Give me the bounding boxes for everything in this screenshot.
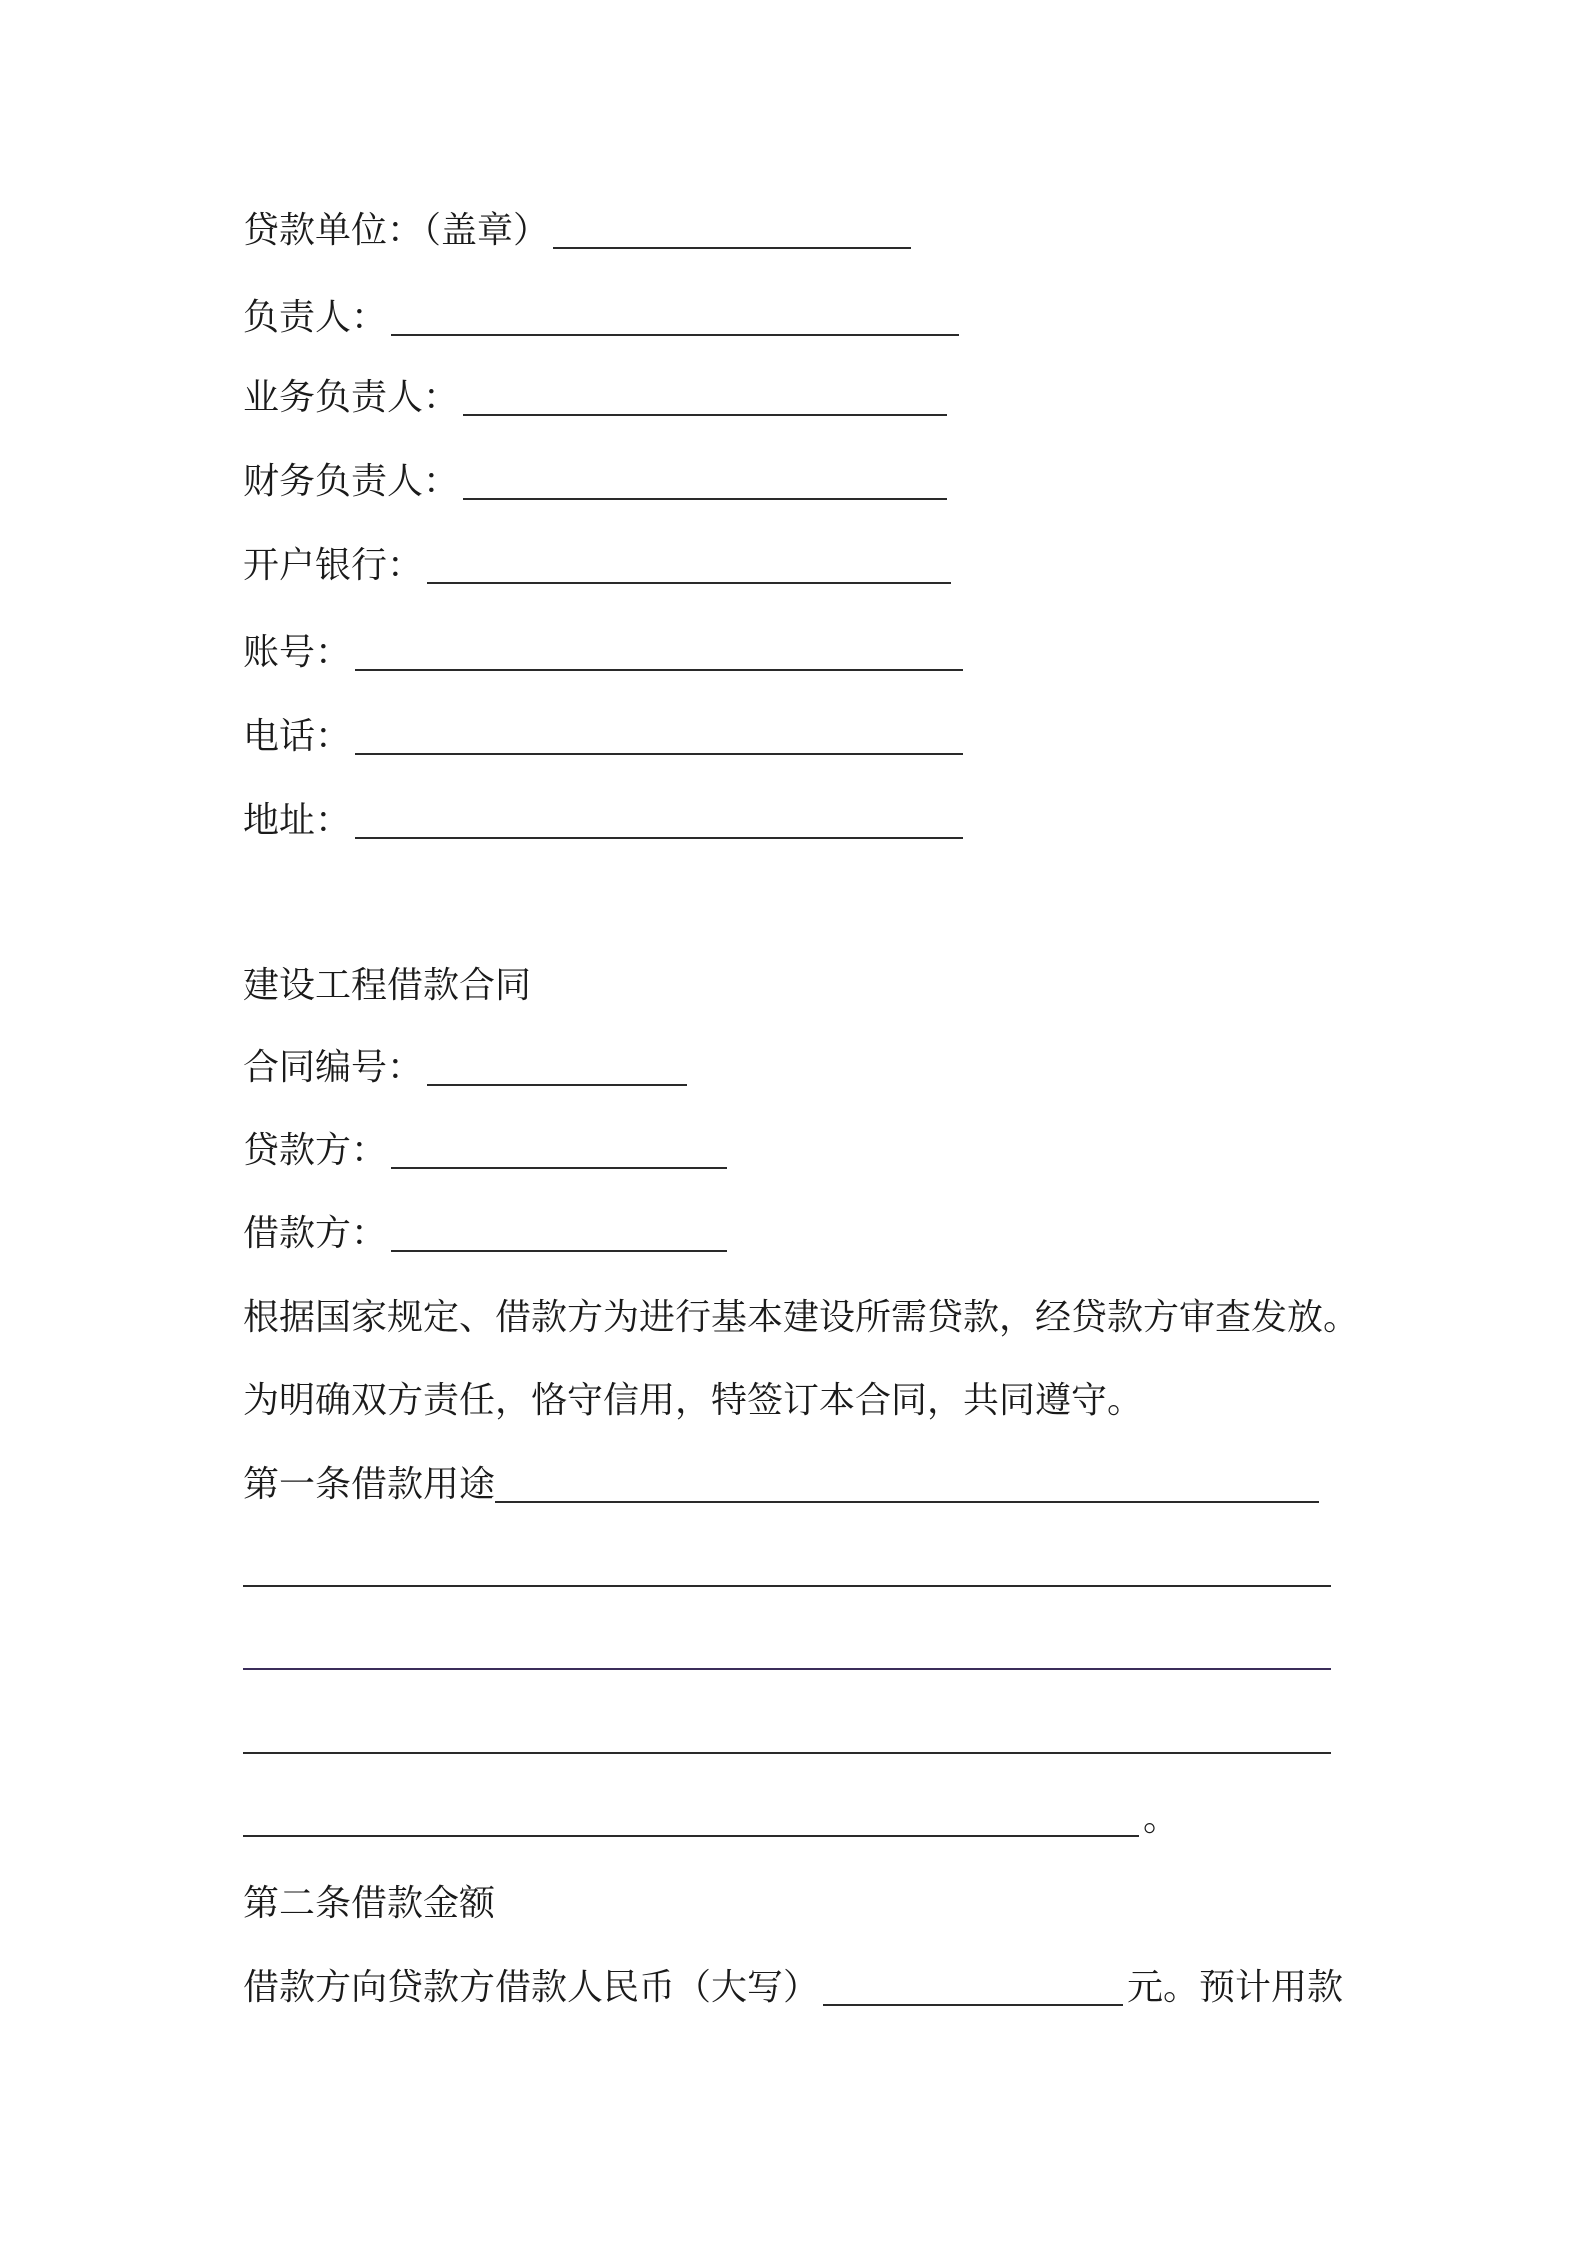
contract-title-row	[243, 958, 531, 1008]
article2-text-row	[243, 1960, 1343, 2010]
phone-blank[interactable]	[355, 719, 963, 755]
article1-blank-1[interactable]	[495, 1467, 1319, 1503]
account-row	[243, 625, 963, 675]
intro-text-2: 为明确双方责任，恪守信用，特签订本合同，共同遵守。	[243, 1380, 1144, 1421]
article1-row-3	[243, 1624, 1331, 1674]
finance-head-row	[243, 454, 947, 504]
article1-row	[243, 1457, 1319, 1507]
intro-text-1: 根据国家规定、借款方为进行基本建设所需贷款，经贷款方审查发放。	[243, 1297, 1360, 1338]
article2-text-a: 借款方向贷款方借款人民币（大写）	[243, 1967, 820, 2008]
article1-blank-2[interactable]	[243, 1551, 1331, 1587]
article2-title: 第二条借款金额	[243, 1883, 496, 1924]
phone-row	[243, 709, 963, 759]
contract-number-row	[243, 1040, 687, 1090]
business-head-blank[interactable]	[463, 380, 947, 416]
contract-title: 建设工程借款合同	[243, 965, 532, 1006]
article1-row-2	[243, 1541, 1331, 1591]
article2-text-b: 元。预计用款	[1127, 1967, 1344, 2008]
lender-unit-label: 贷款单位：（盖章）	[243, 210, 550, 251]
loan-amount-blank[interactable]	[823, 1970, 1123, 2006]
head-blank[interactable]	[391, 300, 959, 336]
bank-blank[interactable]	[427, 548, 951, 584]
finance-head-label: 财务负责人：	[243, 461, 460, 502]
account-label: 账号：	[243, 632, 352, 673]
intro-line-2	[243, 1373, 1143, 1423]
article1-row-4	[243, 1708, 1331, 1758]
article1-period: 。	[1143, 1798, 1180, 1839]
bank-label: 开户银行：	[243, 545, 424, 586]
phone-label: 电话：	[243, 716, 352, 757]
bank-row	[243, 538, 951, 588]
intro-line-1	[243, 1290, 1359, 1340]
borrower-label: 借款方：	[243, 1213, 388, 1254]
article2-title-row	[243, 1876, 495, 1926]
contract-number-label: 合同编号：	[243, 1047, 424, 1088]
lender-label: 贷款方：	[243, 1130, 388, 1171]
article1-row-5	[243, 1791, 1179, 1841]
head-row	[243, 290, 959, 340]
finance-head-blank[interactable]	[463, 464, 947, 500]
article1-blank-5[interactable]	[243, 1801, 1139, 1837]
borrower-row	[243, 1206, 727, 1256]
business-head-label: 业务负责人：	[243, 377, 460, 418]
contract-number-blank[interactable]	[427, 1050, 687, 1086]
address-row	[243, 793, 963, 843]
article1-label: 第一条借款用途	[243, 1464, 496, 1505]
business-head-row	[243, 370, 947, 420]
article1-blank-3[interactable]	[243, 1634, 1331, 1670]
lender-unit-blank[interactable]	[553, 213, 911, 249]
lender-blank[interactable]	[391, 1133, 727, 1169]
borrower-blank[interactable]	[391, 1216, 727, 1252]
article1-blank-4[interactable]	[243, 1718, 1331, 1754]
address-blank[interactable]	[355, 803, 963, 839]
head-label: 负责人：	[243, 297, 388, 338]
lender-row	[243, 1123, 727, 1173]
lender-unit-row	[243, 203, 911, 253]
address-label: 地址：	[243, 800, 352, 841]
account-blank[interactable]	[355, 635, 963, 671]
